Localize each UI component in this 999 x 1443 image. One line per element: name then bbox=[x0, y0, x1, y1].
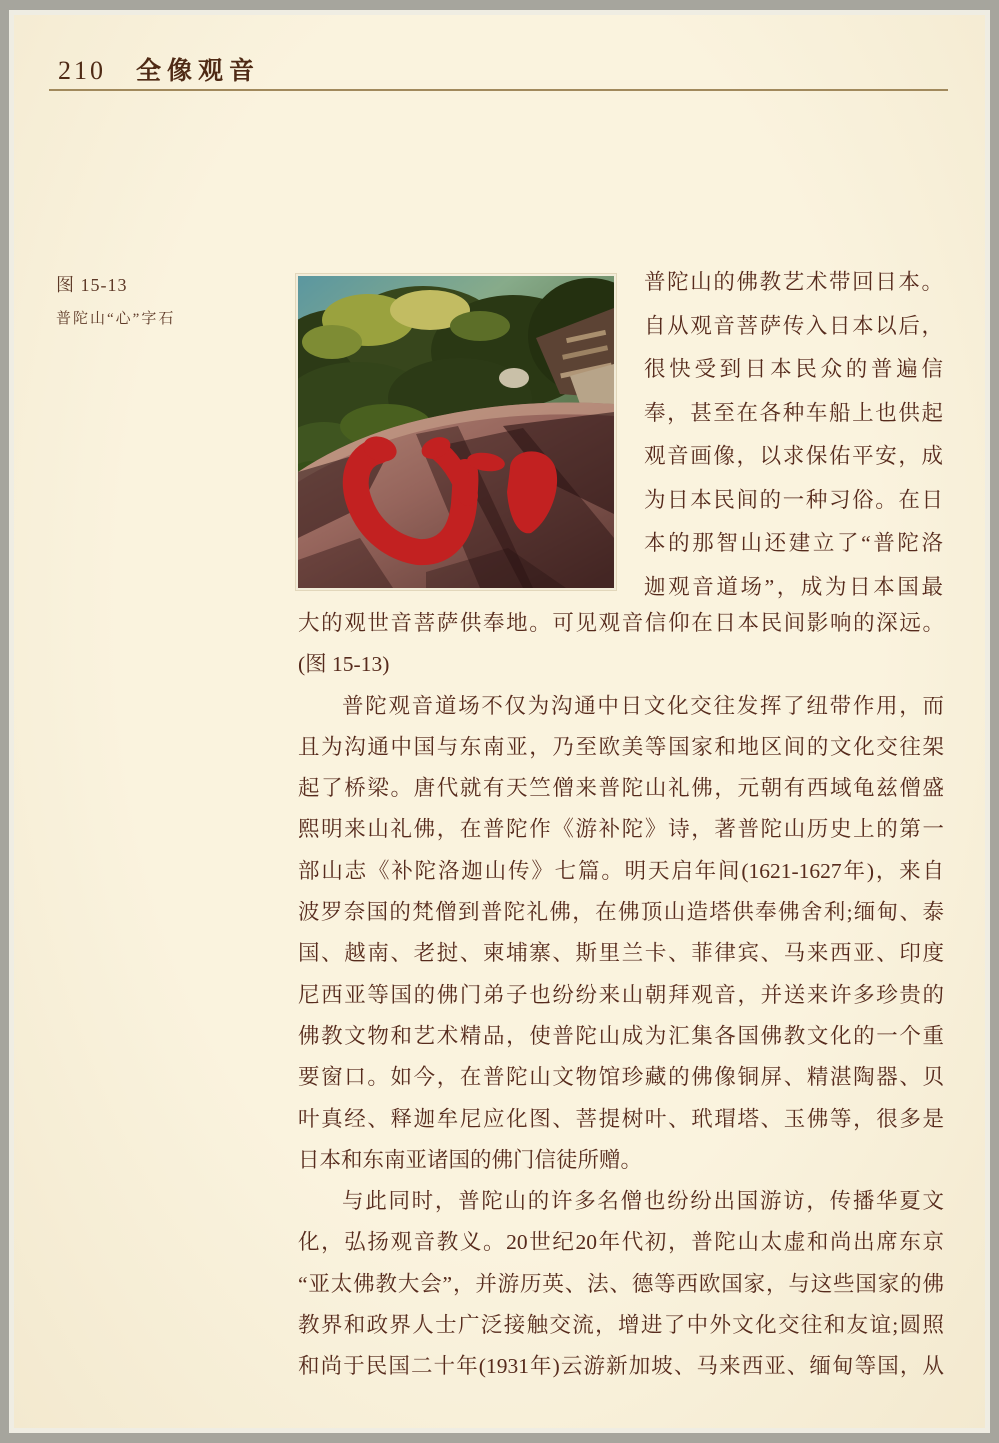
right-column-text bbox=[644, 261, 943, 609]
text-line: 奉，甚至在各种车船上也供起 bbox=[644, 400, 943, 425]
text-line: 普陀观音道场不仅为沟通中日文化交往发挥了纽带作用，而 bbox=[342, 693, 944, 718]
figure-number: 图 15-13 bbox=[56, 275, 128, 295]
book-page bbox=[9, 10, 990, 1433]
text-line: 为日本民间的一种习俗。在日 bbox=[644, 487, 943, 512]
body-text bbox=[298, 603, 944, 1388]
text-line: 很快受到日本民众的普遍信 bbox=[644, 357, 943, 381]
text-line: 和尚于民国二十年(1931年)云游新加坡、马来西亚、缅甸等国，从 bbox=[298, 1354, 944, 1379]
text-line: 部山志《补陀洛迦山传》七篇。明天启年间(1621-1627年)，来自 bbox=[298, 858, 944, 883]
text-line: (图 15-13) bbox=[298, 652, 390, 677]
figure-photo bbox=[296, 274, 616, 590]
text-line: “亚太佛教大会”，并游历英、法、德等西欧国家，与这些国家的佛 bbox=[298, 1271, 944, 1296]
text-line: 且为沟通中国与东南亚，乃至欧美等国家和地区间的文化交往架 bbox=[298, 734, 944, 759]
text-line: 要窗口。如今，在普陀山文物馆珍藏的佛像铜屏、精湛陶器、贝 bbox=[298, 1065, 944, 1090]
page-number: 210 bbox=[58, 56, 106, 85]
text-line: 观音画像，以求保佑平安，成 bbox=[644, 444, 943, 468]
text-line: 与此同时，普陀山的许多名僧也纷纷出国游访，传播华夏文 bbox=[342, 1189, 944, 1214]
text-line: 国、越南、老挝、柬埔寨、斯里兰卡、菲律宾、马来西亚、印度 bbox=[298, 941, 944, 966]
figure-caption bbox=[56, 271, 175, 328]
text-line: 日本和东南亚诸国的佛门信徒所赠。 bbox=[298, 1147, 643, 1172]
text-line: 佛教文物和艺术精品，使普陀山成为汇集各国佛教文化的一个重 bbox=[298, 1023, 944, 1048]
text-line: 自从观音菩萨传入日本以后， bbox=[644, 313, 943, 338]
text-line: 普陀山的佛教艺术带回日本。 bbox=[644, 270, 943, 294]
text-line: 本的那智山还建立了“普陀洛 bbox=[644, 531, 943, 555]
photo-illustration bbox=[298, 276, 614, 588]
text-line: 熙明来山礼佛，在普陀作《游补陀》诗，著普陀山历史上的第一 bbox=[298, 817, 944, 842]
page-header bbox=[58, 51, 260, 87]
text-line: 尼西亚等国的佛门弟子也纷纷来山朝拜观音，并送来许多珍贵的 bbox=[298, 982, 944, 1007]
header-rule bbox=[49, 89, 948, 91]
text-line: 迦观音道场”，成为日本国最 bbox=[644, 574, 943, 599]
book-title: 全像观音 bbox=[136, 58, 261, 85]
text-line: 大的观世音菩萨供奉地。可见观音信仰在日本民间影响的深远。 bbox=[298, 611, 944, 635]
text-line: 叶真经、释迦牟尼应化图、菩提树叶、玳瑁塔、玉佛等，很多是 bbox=[298, 1106, 944, 1131]
text-line: 化，弘扬观音教义。20世纪20年代初，普陀山太虚和尚出席东京 bbox=[298, 1230, 944, 1255]
text-line: 教界和政界人士广泛接触交流，增进了中外文化交往和友谊;圆照 bbox=[298, 1313, 944, 1338]
text-line: 起了桥梁。唐代就有天竺僧来普陀山礼佛，元朝有西域龟兹僧盛 bbox=[298, 776, 944, 801]
text-line: 波罗奈国的梵僧到普陀礼佛，在佛顶山造塔供奉佛舍利;缅甸、泰 bbox=[298, 900, 944, 925]
figure-title: 普陀山“心”字石 bbox=[56, 311, 176, 327]
